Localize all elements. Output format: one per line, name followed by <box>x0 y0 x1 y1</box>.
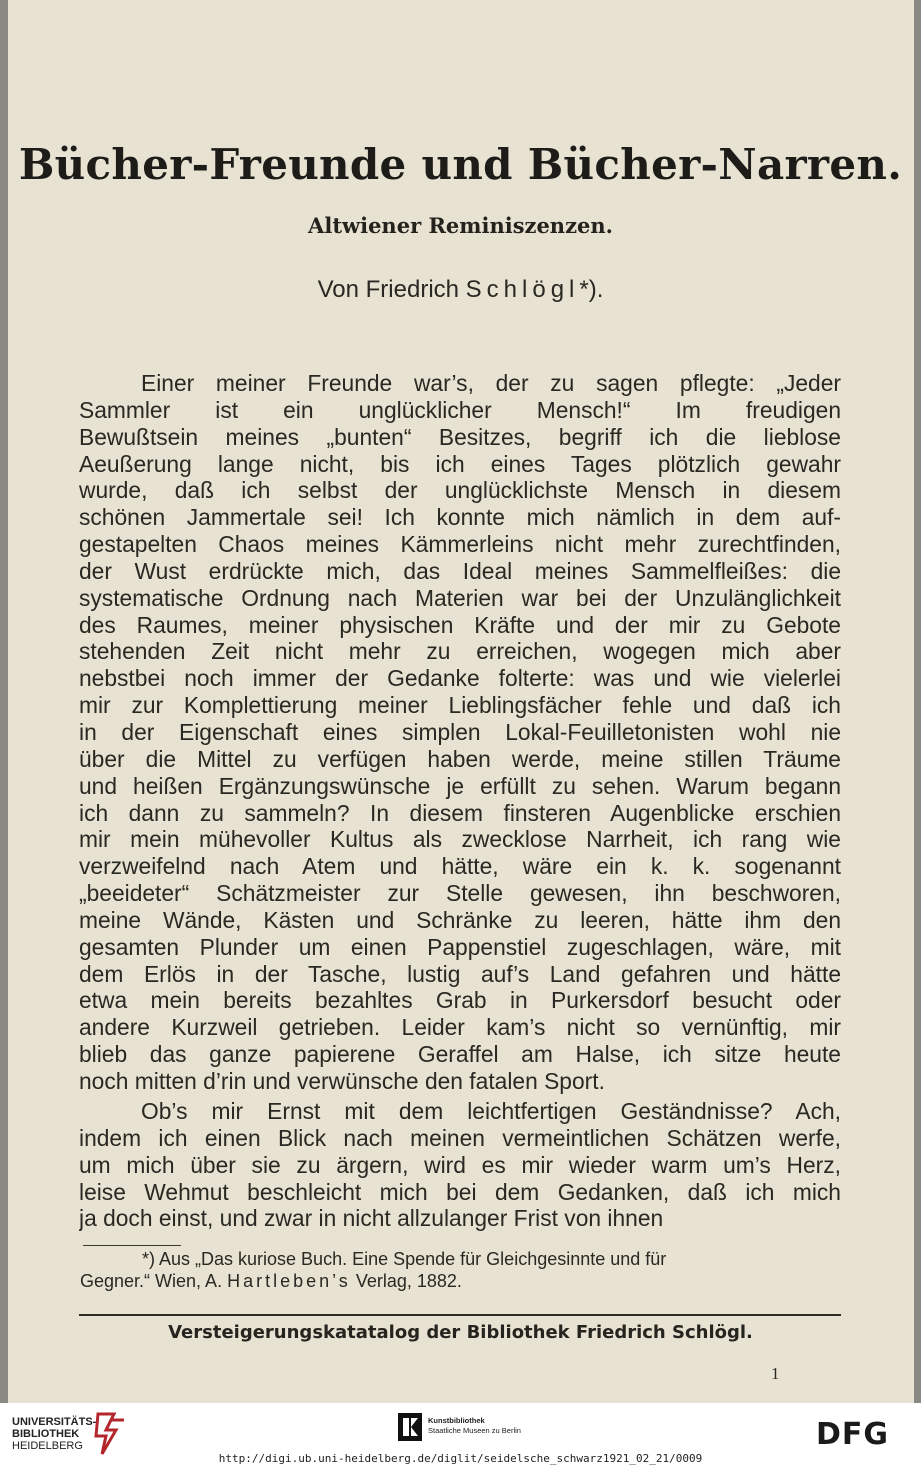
paragraph-1 <box>79 370 841 1095</box>
author-line <box>0 276 921 304</box>
ub-logo-line-1: UNIVERSITÄTS- <box>12 1416 97 1428</box>
text-line: in der Eigenschaft eines simplen Lokal-Feuilletonisten wohl nie <box>79 718 841 745</box>
author-prefix: Von Friedrich <box>317 276 466 303</box>
text-line: noch mitten d’rin und verwünsche den fatalen Sport. <box>79 1067 605 1094</box>
permalink-url[interactable]: http://digi.ub.uni-heidelberg.de/diglit/seidelsche_schwarz1921_02_21/0009 <box>218 1452 703 1465</box>
text-line: und heißen Ergänzungswünsche je erfüllt zu sehen. Warum begann <box>79 772 841 799</box>
kb-logo-line-2: Staatliche Museen zu Berlin <box>428 1426 521 1435</box>
ub-logo-line-3: HEIDELBERG <box>12 1440 83 1452</box>
text-line: Bewußtsein meines „bunten“ Besitzes, begriff ich die lieblose <box>79 423 841 450</box>
text-line: verzweifelnd nach Atem und hätte, wäre ein k. k. sogenannt <box>79 853 841 880</box>
ub-heidelberg-mark-icon <box>92 1410 128 1458</box>
footnote-line-2 <box>80 1270 844 1292</box>
text-line: über die Mittel zu verfügen haben werde, meine stillen Träume <box>79 745 841 772</box>
text-line: systematische Ordnung nach Materien war bei der Unzulänglichkeit <box>79 584 841 611</box>
text-line: gestapelten Chaos meines Kämmerleins nicht mehr zurechtfinden, <box>79 531 841 558</box>
footnote-line-2-start: Gegner.“ Wien, A. <box>80 1271 228 1291</box>
text-line: um mich über sie zu ärgern, wird es mir wieder warm um’s Herz, <box>79 1151 841 1178</box>
caption-divider <box>79 1314 841 1316</box>
text-line: mir zur Komplettierung meiner Lieblingsfächer fehle und daß ich <box>79 692 841 719</box>
text-line: Ob’s mir Ernst mit dem leichtfertigen Geständnisse? Ach, <box>141 1098 841 1124</box>
catalog-caption: Versteigerungskatatalog der Bibliothek Friedrich Schlögl. <box>168 1322 753 1343</box>
text-line: Aeußerung lange nicht, bis ich eines Tages plötzlich gewahr <box>79 450 841 477</box>
text-line: andere Kurzweil getrieben. Leider kam’s nicht so vernünftig, mir <box>79 1014 841 1041</box>
ub-logo-line-2: BIBLIOTHEK <box>12 1428 80 1440</box>
text-line: „beeideter“ Schätzmeister zur Stelle gewesen, ihn beschworen, <box>79 880 841 907</box>
text-line: der Wust erdrückte mich, das Ideal meines Sammelfleißes: die <box>79 557 841 584</box>
text-line: schönen Jammertale sei! Ich konnte mich nämlich in dem auf- <box>79 504 841 531</box>
footnote <box>80 1248 844 1292</box>
text-line: des Raumes, meiner physischen Kräfte und der mir zu Gebote <box>79 611 841 638</box>
text-line: meine Wände, Kästen und Schränke zu leeren, hätte ihm den <box>79 906 841 933</box>
text-line: ich dann zu sammeln? In diesem finsteren Augenblicke erschien <box>79 799 841 826</box>
text-line: nebstbei noch immer der Gedanke folterte: was und wie vielerlei <box>79 665 841 692</box>
footnote-line-2-end: Verlag, 1882. <box>350 1271 462 1291</box>
text-line: gesamten Plunder um einen Pappenstiel zugeschlagen, wäre, mit <box>79 933 841 960</box>
text-line: indem ich einen Blick nach meinen vermeintlichen Schätzen werfe, <box>79 1124 841 1151</box>
ub-heidelberg-logo[interactable] <box>12 1416 96 1452</box>
author-name: Schlögl <box>465 276 580 303</box>
footnote-publisher: Hartleben’s <box>227 1271 351 1291</box>
text-line: stehenden Zeit nicht mehr zu erreichen, wogegen mich aber <box>79 638 841 665</box>
text-line: wurde, daß ich selbst der unglücklichste Mensch in diesem <box>79 477 841 504</box>
page-number: 1 <box>771 1364 780 1383</box>
kunstbibliothek-mark-icon <box>398 1413 422 1441</box>
article-subtitle: Altwiener Reminiszenzen. <box>308 213 613 238</box>
footnote-line-1: *) Aus „Das kuriose Buch. Eine Spende für Gleichgesinnte und für <box>142 1249 667 1269</box>
kunstbibliothek-logo[interactable] <box>428 1416 521 1436</box>
text-line: ja doch einst, und zwar in nicht allzulanger Frist von ihnen <box>79 1205 664 1232</box>
paragraph-2 <box>79 1098 841 1232</box>
footnote-divider <box>83 1245 181 1246</box>
text-line: mir mein mühevoller Kultus als zwecklose Narrheit, ich rang wie <box>79 826 841 853</box>
text-line: etwa mein bereits bezahltes Grab in Purkersdorf besucht oder <box>79 987 841 1014</box>
dfg-logo[interactable]: DFG <box>816 1417 890 1452</box>
text-line: leise Wehmut beschleicht mich bei dem Gedanken, daß ich mich <box>79 1178 841 1205</box>
text-line: dem Erlös in der Tasche, lustig auf’s Land gefahren und hätte <box>79 960 841 987</box>
article-title: Bücher-Freunde und Bücher-Narren. <box>18 140 903 189</box>
kb-logo-line-1: Kunstbibliothek <box>428 1416 485 1425</box>
text-line: Sammler ist ein unglücklicher Mensch!“ Im freudigen <box>79 396 841 423</box>
text-line: blieb das ganze papierene Geraffel am Halse, ich sitze heute <box>79 1041 841 1068</box>
text-line: Einer meiner Freunde war’s, der zu sagen pflegte: „Jeder <box>141 370 841 396</box>
author-suffix: *). <box>579 276 604 303</box>
